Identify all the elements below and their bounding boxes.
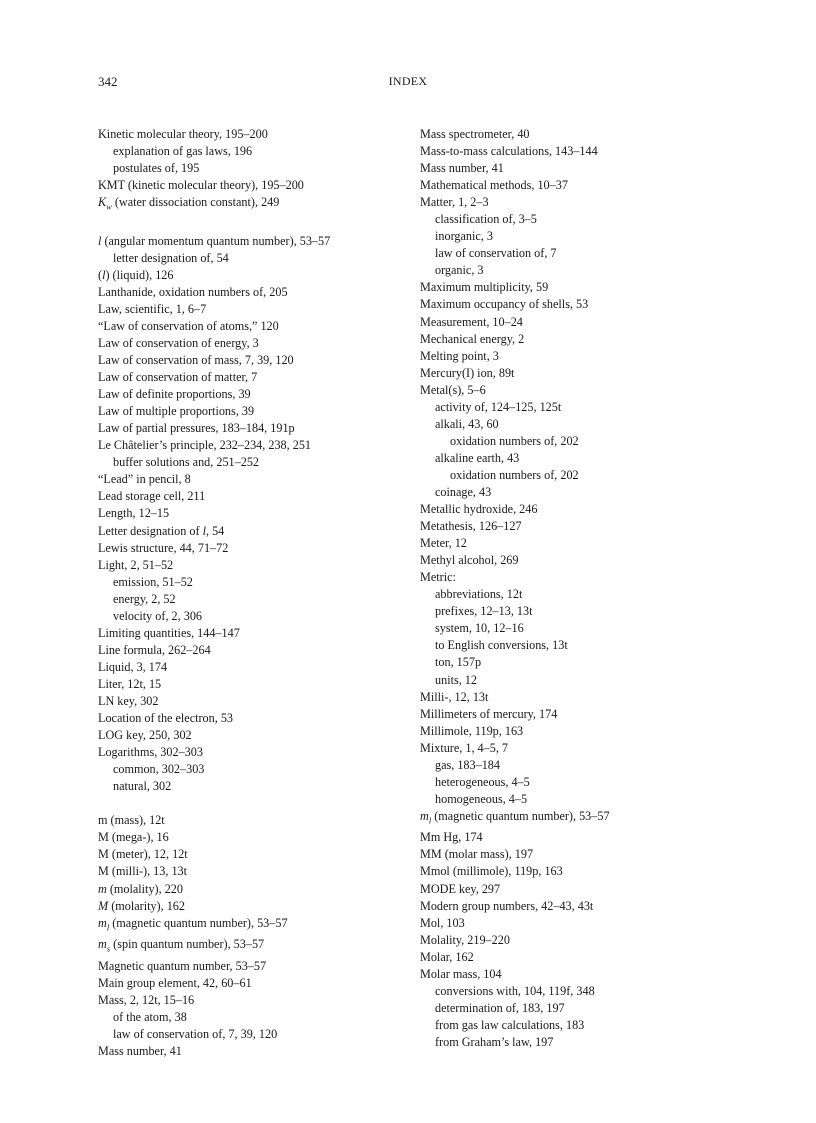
index-entry: [98, 540, 398, 557]
index-section-gap: [98, 795, 398, 812]
index-entry: [98, 386, 398, 403]
entry-text: postulates of, 195: [113, 161, 200, 176]
entry-text: Mass-to-mass calculations, 143–144: [420, 144, 598, 159]
index-entry: [98, 523, 398, 540]
entry-text: heterogeneous, 4–5: [435, 774, 530, 789]
entry-text: alkali, 43, 60: [435, 416, 499, 431]
index-subentry: [98, 761, 398, 778]
entry-text: Matter, 1, 2–3: [420, 195, 489, 210]
entry-text: Millimeters of mercury, 174: [420, 706, 558, 721]
index-entry: [420, 932, 720, 949]
index-subentry: [420, 791, 720, 808]
entry-text: homogeneous, 4–5: [435, 791, 528, 806]
index-column-right: [420, 126, 720, 1051]
entry-text: (molarity), 162: [108, 898, 185, 913]
entry-symbol: m: [98, 937, 107, 952]
index-subentry: [420, 211, 720, 228]
index-entry: [98, 693, 398, 710]
entry-text: Magnetic quantum number, 53–57: [98, 958, 267, 973]
entry-text: Maximum occupancy of shells, 53: [420, 297, 589, 312]
page-number: 342: [98, 74, 118, 89]
entry-text: Metric:: [420, 570, 456, 585]
entry-text: to English conversions, 13t: [435, 638, 568, 653]
index-subentry: [98, 143, 398, 160]
index-entry: [98, 284, 398, 301]
index-subentry: [420, 654, 720, 671]
index-entry: [420, 829, 720, 846]
index-entry: [98, 505, 398, 522]
entry-text: alkaline earth, 43: [435, 450, 520, 465]
entry-text: Line formula, 262–264: [98, 642, 211, 657]
entry-text: law of conservation of, 7, 39, 120: [113, 1026, 278, 1041]
index-entry: [98, 863, 398, 880]
index-entry: [420, 365, 720, 382]
index-entry: [420, 518, 720, 535]
index-subentry: [98, 1009, 398, 1026]
entry-text: classification of, 3–5: [435, 212, 537, 227]
index-entry: [98, 1043, 398, 1060]
entry-text: Mass number, 41: [98, 1043, 182, 1058]
index-subentry: [420, 399, 720, 416]
entry-text-prefix: Letter designation of: [98, 523, 203, 538]
index-entry: [98, 659, 398, 676]
index-entry: [98, 318, 398, 335]
entry-text: Mechanical energy, 2: [420, 331, 525, 346]
entry-symbol: m: [420, 808, 429, 823]
index-entry: [420, 881, 720, 898]
index-entry: [98, 194, 398, 215]
entry-text: LN key, 302: [98, 693, 159, 708]
entry-text: explanation of gas laws, 196: [113, 144, 253, 159]
entry-text: system, 10, 12–16: [435, 621, 524, 636]
index-entry: [98, 936, 398, 957]
entry-text: letter designation of, 54: [113, 250, 229, 265]
index-entry: [420, 898, 720, 915]
index-entry: [420, 706, 720, 723]
index-entry: [98, 992, 398, 1009]
index-entry: [420, 552, 720, 569]
running-head: INDEX: [388, 74, 428, 88]
index-entry: [420, 331, 720, 348]
entry-symbol: K: [98, 195, 107, 210]
entry-text: Meter, 12: [420, 536, 467, 551]
entry-text: , 54: [205, 523, 225, 538]
index-subentry: [98, 160, 398, 177]
entry-symbol-subscript: l: [106, 922, 110, 933]
index-entry: [420, 382, 720, 399]
index-subentry: [420, 450, 720, 467]
entry-text: m (mass), 12t: [98, 813, 165, 828]
entry-text: activity of, 124–125, 125t: [435, 399, 562, 414]
entry-text: (molality), 220: [106, 881, 183, 896]
entry-text: inorganic, 3: [435, 229, 493, 244]
index-subentry: [420, 228, 720, 245]
index-subentry: [420, 586, 720, 603]
entry-text: Mmol (millimole), 119p, 163: [420, 864, 563, 879]
index-entry: [420, 177, 720, 194]
index-subentry: [420, 484, 720, 501]
entry-text: Mass, 2, 12t, 15–16: [98, 992, 195, 1007]
index-subentry: [98, 591, 398, 608]
index-entry: [98, 642, 398, 659]
entry-text: Molar mass, 104: [420, 966, 502, 981]
entry-text: LOG key, 250, 302: [98, 728, 192, 743]
entry-symbol: m: [98, 881, 107, 896]
entry-text: Lanthanide, oxidation numbers of, 205: [98, 284, 288, 299]
entry-text: Mixture, 1, 4–5, 7: [420, 740, 509, 755]
index-entry: [98, 625, 398, 642]
index-entry: [98, 557, 398, 574]
entry-text: organic, 3: [435, 263, 484, 278]
entry-text: (water dissociation constant), 249: [111, 195, 280, 210]
index-subentry: [98, 778, 398, 795]
entry-text: Measurement, 10–24: [420, 314, 523, 329]
index-entry: [420, 863, 720, 880]
index-entry: [98, 233, 398, 250]
entry-text: M (milli-), 13, 13t: [98, 864, 188, 879]
entry-text: units, 12: [435, 672, 477, 687]
entry-text: velocity of, 2, 306: [113, 608, 203, 623]
entry-text: Milli-, 12, 13t: [420, 689, 489, 704]
index-subentry: [420, 983, 720, 1000]
index-entry: [420, 279, 720, 296]
entry-text: Mass number, 41: [420, 161, 504, 176]
index-subentry: [420, 245, 720, 262]
entry-text: Law of conservation of matter, 7: [98, 370, 258, 385]
entry-text: from Graham’s law, 197: [435, 1034, 554, 1049]
entry-text: Millimole, 119p, 163: [420, 723, 524, 738]
entry-text: energy, 2, 52: [113, 591, 176, 606]
entry-text: Melting point, 3: [420, 348, 499, 363]
entry-symbol: l: [102, 267, 106, 282]
index-entry: [420, 569, 720, 586]
entry-text: MODE key, 297: [420, 881, 501, 896]
index-subentry: [420, 603, 720, 620]
entry-symbol: l: [202, 523, 206, 538]
index-subentry: [420, 467, 720, 484]
index-entry: [420, 143, 720, 160]
index-entry: [420, 689, 720, 706]
entry-text: oxidation numbers of, 202: [450, 433, 579, 448]
entry-text: Liquid, 3, 174: [98, 659, 168, 674]
index-subentry: [98, 574, 398, 591]
entry-text: Law of definite proportions, 39: [98, 387, 251, 402]
index-entry: [420, 723, 720, 740]
entry-text: law of conservation of, 7: [435, 246, 557, 261]
entry-text: Limiting quantities, 144–147: [98, 625, 240, 640]
index-entry: [420, 966, 720, 983]
index-entry: [98, 727, 398, 744]
entry-text: from gas law calculations, 183: [435, 1017, 585, 1032]
entry-text: Law of conservation of mass, 7, 39, 120: [98, 353, 294, 368]
index-entry: [420, 740, 720, 757]
entry-text: Law of partial pressures, 183–184, 191p: [98, 421, 295, 436]
index-entry: [98, 829, 398, 846]
index-entry: [420, 314, 720, 331]
entry-text: Logarithms, 302–303: [98, 745, 203, 760]
index-entry: [98, 471, 398, 488]
index-entry: [420, 915, 720, 932]
index-entry: [98, 812, 398, 829]
index-subentry: [420, 757, 720, 774]
entry-text: of the atom, 38: [113, 1009, 187, 1024]
entry-text: “Law of conservation of atoms,” 120: [98, 318, 279, 333]
index-entry: [98, 126, 398, 143]
entry-text: prefixes, 12–13, 13t: [435, 604, 533, 619]
entry-text: natural, 302: [113, 779, 172, 794]
index-entry: [420, 296, 720, 313]
entry-text: Molar, 162: [420, 949, 474, 964]
index-entry: [420, 348, 720, 365]
entry-text: (magnetic quantum number), 53–57: [431, 808, 610, 823]
index-subentry: [420, 637, 720, 654]
index-subentry: [420, 433, 720, 450]
index-entry: [420, 160, 720, 177]
index-entry: [98, 975, 398, 992]
index-entry: [420, 808, 720, 829]
entry-text-prefix: (: [98, 267, 103, 282]
entry-text: Mathematical methods, 10–37: [420, 178, 568, 193]
entry-text: Modern group numbers, 42–43, 43t: [420, 898, 594, 913]
entry-text: Molality, 219–220: [420, 932, 510, 947]
entry-text: (spin quantum number), 53–57: [110, 937, 265, 952]
entry-symbol-subscript: l: [428, 815, 432, 826]
entry-text: Kinetic molecular theory, 195–200: [98, 127, 268, 141]
entry-text: (magnetic quantum number), 53–57: [109, 915, 288, 930]
entry-text: Location of the electron, 53: [98, 711, 234, 726]
entry-text: Mm Hg, 174: [420, 830, 483, 845]
entry-text: “Lead” in pencil, 8: [98, 472, 191, 487]
index-entry: [98, 488, 398, 505]
entry-text: conversions with, 104, 119f, 348: [435, 983, 595, 998]
index-subentry: [420, 620, 720, 637]
index-entry: [420, 194, 720, 211]
index-entry: [98, 267, 398, 284]
index-subentry: [420, 774, 720, 791]
entry-symbol: l: [98, 233, 102, 248]
index-entry: [98, 335, 398, 352]
index-entry: [420, 535, 720, 552]
entry-text: determination of, 183, 197: [435, 1000, 565, 1015]
index-entry: [420, 501, 720, 518]
entry-text: Mol, 103: [420, 915, 465, 930]
index-subentry: [420, 1000, 720, 1017]
index-subentry: [420, 1017, 720, 1034]
entry-text: Main group element, 42, 60–61: [98, 975, 252, 990]
entry-text: Light, 2, 51–52: [98, 557, 174, 572]
index-entry: [98, 437, 398, 454]
index-entry: [98, 915, 398, 936]
index-entry: [98, 846, 398, 863]
index-entry: [420, 126, 720, 143]
index-entry: [98, 710, 398, 727]
entry-text: M (meter), 12, 12t: [98, 847, 188, 862]
entry-text: Mercury(I) ion, 89t: [420, 365, 515, 380]
index-subentry: [98, 454, 398, 471]
entry-text: coinage, 43: [435, 484, 492, 499]
index-entry: [98, 420, 398, 437]
index-subentry: [420, 262, 720, 279]
entry-text: Methyl alcohol, 269: [420, 553, 519, 568]
entry-symbol-subscript: w: [106, 201, 112, 212]
entry-text: Liter, 12t, 15: [98, 676, 162, 691]
entry-text: Le Châtelier’s principle, 232–234, 238, 251: [98, 438, 312, 453]
entry-symbol: m: [98, 915, 107, 930]
entry-text: MM (molar mass), 197: [420, 847, 534, 862]
entry-text: Law of multiple proportions, 39: [98, 404, 255, 419]
entry-text: gas, 183–184: [435, 757, 500, 772]
entry-symbol: M: [98, 898, 109, 913]
entry-text: emission, 51–52: [113, 574, 193, 589]
index-entry: [98, 301, 398, 318]
index-entry: [98, 898, 398, 915]
index-subentry: [420, 1034, 720, 1051]
entry-text: Law of conservation of energy, 3: [98, 336, 259, 350]
entry-text: Maximum multiplicity, 59: [420, 280, 549, 295]
entry-text: oxidation numbers of, 202: [450, 467, 579, 482]
index-subentry: [98, 1026, 398, 1043]
index-entry: [98, 352, 398, 369]
index-entry: [98, 403, 398, 420]
entry-text: Lewis structure, 44, 71–72: [98, 540, 229, 555]
index-subentry: [98, 250, 398, 267]
entry-text: ton, 157p: [435, 655, 482, 670]
entry-text: Length, 12–15: [98, 506, 170, 521]
entry-text: Mass spectrometer, 40: [420, 127, 530, 141]
entry-text: Lead storage cell, 211: [98, 489, 206, 504]
entry-text: (angular momentum quantum number), 53–57: [101, 233, 331, 248]
index-entry: [98, 676, 398, 693]
entry-text: common, 302–303: [113, 762, 205, 777]
index-subentry: [420, 416, 720, 433]
index-entry: [420, 949, 720, 966]
index-entry: [420, 846, 720, 863]
index-entry: [98, 881, 398, 898]
entry-text: buffer solutions and, 251–252: [113, 455, 260, 470]
entry-text: ) (liquid), 126: [105, 267, 174, 282]
entry-text: Law, scientific, 1, 6–7: [98, 301, 207, 316]
entry-symbol-subscript: s: [106, 943, 111, 954]
index-subentry: [98, 608, 398, 625]
entry-text: abbreviations, 12t: [435, 587, 523, 602]
entry-text: Metallic hydroxide, 246: [420, 502, 538, 517]
index-entry: [98, 369, 398, 386]
entry-text: Metathesis, 126–127: [420, 519, 522, 534]
index-entry: [98, 744, 398, 761]
index-section-gap: [98, 216, 398, 233]
index-subentry: [420, 672, 720, 689]
entry-text: M (mega-), 16: [98, 830, 169, 845]
entry-text: KMT (kinetic molecular theory), 195–200: [98, 178, 304, 193]
index-entry: [98, 177, 398, 194]
index-column-left: [98, 126, 398, 1060]
index-entry: [98, 958, 398, 975]
entry-text: Metal(s), 5–6: [420, 382, 486, 397]
